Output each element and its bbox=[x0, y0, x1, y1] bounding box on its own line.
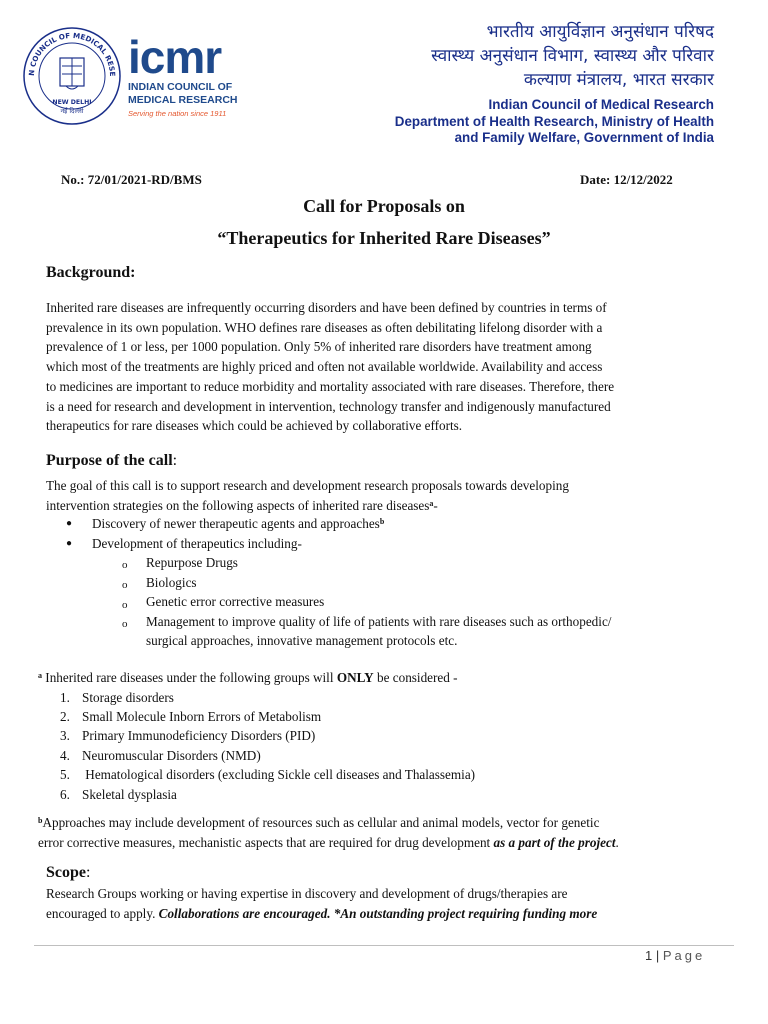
scope-line-2-emphasis: Collaborations are encouraged. *An outstanding project requiring funding more bbox=[158, 905, 598, 921]
purpose-bullet-2: Development of therapeutics including- bbox=[92, 536, 302, 551]
reference-number: No.: 72/01/2021-RD/BMS bbox=[61, 172, 202, 187]
footer-rule bbox=[34, 945, 734, 946]
note-a-emphasis: ONLY bbox=[336, 670, 374, 685]
sub-item-1: Repurpose Drugs bbox=[146, 555, 238, 570]
bullet-dot-1: ● bbox=[66, 518, 73, 529]
background-line-6: is a need for research and development in intervention, technology transfer and indigenously manufactured bbox=[46, 398, 611, 414]
hindi-line-3: कल्याण मंत्रालय, भारत सरकार bbox=[523, 70, 714, 90]
logo-tagline: Serving the nation since 1911 bbox=[128, 109, 227, 118]
sub-bullet-marker-3: o bbox=[122, 599, 128, 611]
background-line-1: Inherited rare diseases are infrequently occurring disorders and have been defined by countries in terms of bbox=[46, 300, 607, 315]
bullet-dot-2: ● bbox=[66, 538, 73, 549]
note-a-item-1: Storage disorders bbox=[82, 690, 174, 705]
sub-item-2: Biologics bbox=[146, 575, 197, 590]
note-a-num-3: 3. bbox=[60, 728, 70, 743]
seal-emblem-icon bbox=[22, 26, 122, 126]
english-line-2: Department of Health Research, Ministry of Health bbox=[394, 113, 714, 129]
purpose-intro bbox=[46, 476, 716, 515]
background-paragraph bbox=[46, 298, 716, 436]
title-line-2: “Therapeutics for Inherited Rare Diseases” bbox=[217, 228, 551, 248]
note-a-item-3: Primary Immunodeficiency Disorders (PID) bbox=[82, 728, 316, 743]
note-a-text-after: be considered - bbox=[373, 670, 458, 685]
note-b-line-1: Approaches may include development of resources such as cellular and animal models, vector for genetic bbox=[42, 815, 600, 830]
hindi-line-1: भारतीय आयुर्विज्ञान अनुसंधान परिषद bbox=[486, 22, 714, 42]
document-date: Date: 12/12/2022 bbox=[580, 172, 673, 187]
hindi-line-2: स्वास्थ्य अनुसंधान विभाग, स्वास्थ्य और परिवार bbox=[431, 46, 714, 66]
english-header bbox=[395, 97, 714, 147]
purpose-heading: Purpose of the call bbox=[46, 452, 173, 469]
sub-bullet-marker-2: o bbox=[122, 579, 128, 591]
english-line-1: Indian Council of Medical Research bbox=[488, 97, 714, 112]
note-a-num-4: 4. bbox=[60, 748, 70, 763]
purpose-intro-line-1: The goal of this call is to support research and development research proposals towards developing bbox=[46, 478, 569, 493]
purpose-intro-sup: a bbox=[429, 498, 434, 508]
note-a-item-2: Small Molecule Inborn Errors of Metabolism bbox=[82, 709, 322, 724]
scope-paragraph bbox=[46, 884, 716, 923]
scope-line-1: Research Groups working or having expertise in discovery and development of drugs/therapies are bbox=[46, 886, 568, 901]
note-a-item-5: Hematological disorders (excluding Sickle cell diseases and Thalassemia) bbox=[82, 767, 476, 782]
icmr-seal bbox=[22, 26, 122, 126]
english-line-3: and Family Welfare, Government of India bbox=[454, 130, 714, 145]
note-a-intro bbox=[38, 668, 458, 688]
page-label: Page bbox=[662, 948, 706, 963]
svg-text:INDIAN COUNCIL OF MEDICAL RESE bbox=[22, 26, 117, 77]
page-separator: | bbox=[652, 948, 663, 963]
seal-hindi-text: नई दिल्ली bbox=[60, 107, 84, 115]
note-b-end: . bbox=[615, 834, 619, 850]
purpose-intro-line-2: intervention strategies on the following aspects of inherited rare diseases bbox=[46, 497, 430, 513]
background-heading: Background: bbox=[46, 264, 136, 281]
scope-heading-wrap bbox=[46, 864, 90, 882]
logo-name-line2: MEDICAL RESEARCH bbox=[128, 94, 238, 106]
note-a-item-6: Skeletal dysplasia bbox=[82, 787, 177, 802]
purpose-heading-wrap bbox=[46, 452, 177, 470]
note-a-num-5: 5. bbox=[60, 767, 70, 782]
note-b-line-2: error corrective measures, mechanistic aspects that are required for drug development bbox=[38, 834, 494, 850]
background-line-4: which most of the treatments are highly priced and often not available worldwide. Availability and access bbox=[46, 359, 603, 375]
background-line-5: to medicines are important to reduce morbidity and mortality associated with rare diseases. Therefore, there bbox=[46, 378, 615, 394]
seal-bottom-text: NEW DELHI bbox=[52, 99, 92, 106]
background-line-7: therapeutics for rare diseases which could be achieved by collaborative efforts. bbox=[46, 418, 463, 434]
icmr-wordmark: icmr bbox=[128, 31, 222, 83]
background-line-3: prevalence of 1 or less, per 1000 population. Only 5% of inherited rare disorders have treatment among bbox=[46, 339, 592, 355]
purpose-intro-end: - bbox=[433, 497, 438, 513]
seal-outer-text: N COUNCIL OF MEDICAL RESE bbox=[26, 30, 118, 77]
purpose-bullet-1-sup: b bbox=[379, 517, 385, 526]
note-b-emphasis: as a part of the project bbox=[493, 834, 616, 850]
sub-item-4-cont: surgical approaches, innovative management protocols etc. bbox=[146, 633, 458, 648]
note-a-num-6: 6. bbox=[60, 787, 70, 802]
note-a-sup: a bbox=[38, 671, 42, 680]
note-a-num-1: 1. bbox=[60, 690, 70, 705]
sub-bullet-marker-1: o bbox=[122, 559, 128, 571]
note-a-item-4: Neuromuscular Disorders (NMD) bbox=[82, 748, 261, 763]
sub-item-3: Genetic error corrective measures bbox=[146, 594, 325, 609]
icmr-logo bbox=[128, 31, 238, 118]
scope-heading-colon: : bbox=[86, 864, 91, 881]
purpose-bullet-1 bbox=[92, 514, 384, 534]
note-a-text-before: Inherited rare diseases under the following groups will bbox=[42, 670, 337, 685]
background-line-2: prevalence in its own population. WHO defines rare diseases as often debilitating lifelong disorder with a bbox=[46, 319, 603, 335]
note-b bbox=[38, 813, 718, 852]
scope-heading: Scope bbox=[46, 864, 86, 881]
hindi-header bbox=[431, 20, 714, 92]
purpose-heading-colon: : bbox=[172, 452, 178, 469]
logo-name-line1: INDIAN COUNCIL OF bbox=[128, 81, 233, 93]
page-number-value: 1 bbox=[645, 948, 653, 963]
note-b-sup: b bbox=[38, 816, 43, 825]
sub-bullet-marker-4: o bbox=[122, 618, 128, 630]
purpose-bullet-1-text: Discovery of newer therapeutic agents and approaches bbox=[92, 516, 380, 531]
scope-line-2-before: encouraged to apply. bbox=[46, 905, 159, 921]
sub-item-4: Management to improve quality of life of patients with rare diseases such as orthopedic/ bbox=[146, 614, 612, 629]
title-line-1: Call for Proposals on bbox=[303, 196, 465, 216]
page-number bbox=[645, 948, 705, 963]
note-a-num-2: 2. bbox=[60, 709, 70, 724]
